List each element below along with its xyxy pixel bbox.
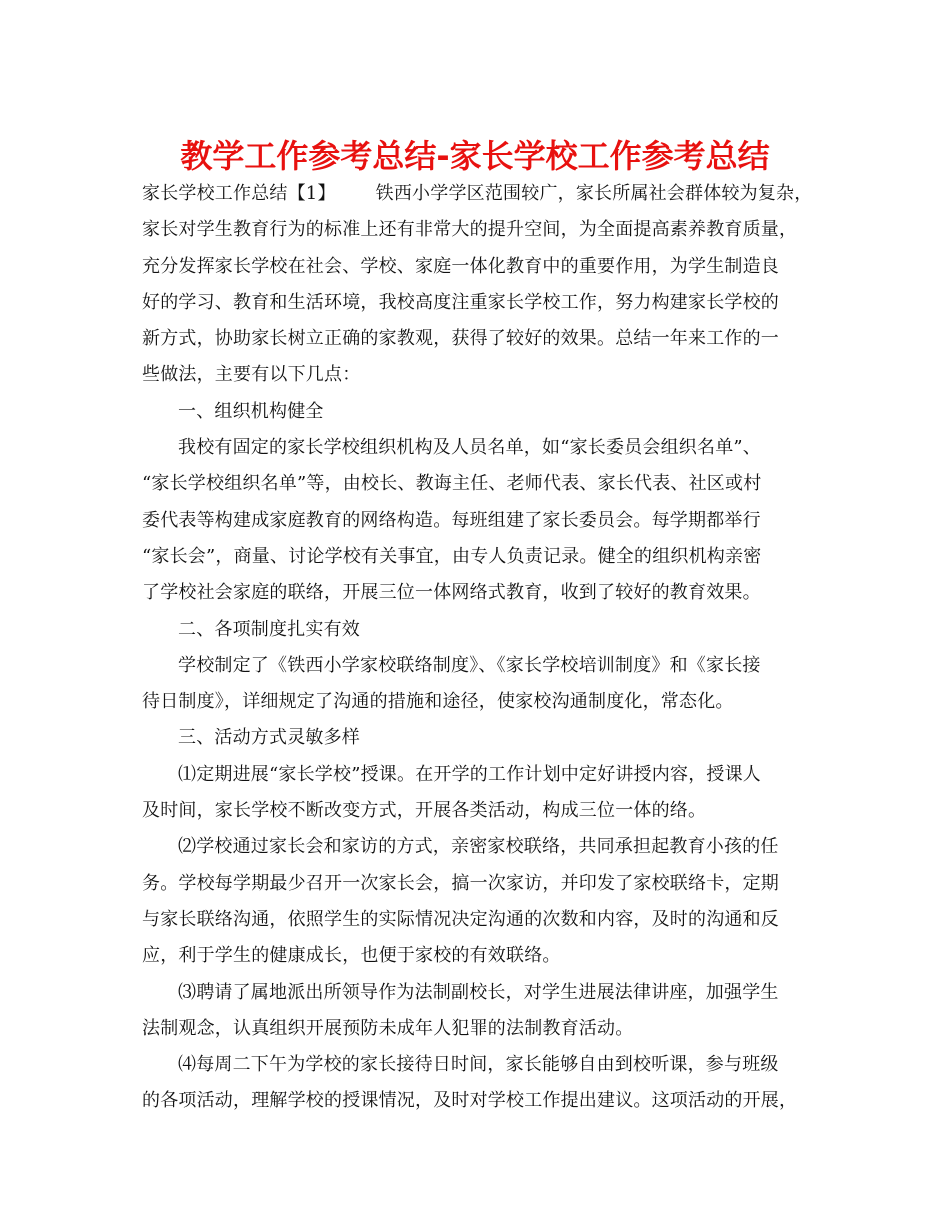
paragraph-line: 好的学习、教育和生活环境，我校高度注重家长学校工作，努力构建家长学校的 — [142, 291, 779, 313]
document-title: 教学工作参考总结-家长学校工作参考总结 — [180, 137, 770, 175]
paragraph-line: 及时间，家长学校不断改变方式，开展各类活动，构成三位一体的络。 — [142, 800, 707, 822]
paragraph-line: ⑶聘请了属地派出所领导作为法制副校长，对学生进展法律讲座，加强学生 — [178, 981, 779, 1003]
paragraph-line: 务。学校每学期最少召开一次家长会，搞一次家访，并印发了家校联络卡，定期 — [142, 872, 779, 894]
paragraph-line: 委代表等构建成家庭教育的网络构造。每班组建了家长委员会。每学期都举行 — [142, 509, 761, 531]
paragraph-line: ⑷每周二下午为学校的家长接待日时间，家长能够自由到校听课，参与班级 — [178, 1054, 779, 1076]
paragraph-line: 了学校社会家庭的联络，开展三位一体网络式教育，收到了较好的教育效果。 — [142, 582, 761, 604]
section-label: 家长学校工作总结【1】 — [142, 183, 336, 204]
paragraph-line: 应，利于学生的健康成长，也便于家校的有效联络。 — [142, 945, 561, 967]
section-heading-3: 三、活动方式灵敏多样 — [178, 727, 360, 749]
paragraph-line-1 — [142, 176, 812, 212]
paragraph-line: 的各项活动，理解学校的授课情况，及时对学校工作提出建议。这项活动的开展， — [142, 1090, 798, 1112]
paragraph-line-text: 铁西小学学区范围较广，家长所属社会群体较为复杂， — [375, 183, 813, 204]
section-heading-2: 二、各项制度扎实有效 — [178, 618, 360, 640]
section-heading-1: 一、组织机构健全 — [178, 400, 324, 422]
paragraph-line: 新方式，协助家长树立正确的家教观，获得了较好的效果。总结一年来工作的一 — [142, 328, 779, 350]
paragraph-line: 家长对学生教育行为的标准上还有非常大的提升空间，为全面提高素养教育质量， — [142, 219, 798, 241]
paragraph-line: “家长会”，商量、讨论学校有关事宜，由专人负责记录。健全的组织机构亲密 — [142, 545, 762, 567]
paragraph-line: 与家长联络沟通，依照学生的实际情况决定沟通的次数和内容，及时的沟通和反 — [142, 908, 779, 930]
paragraph-line: 我校有固定的家长学校组织机构及人员名单，如“家长委员会组织名单”、 — [178, 437, 762, 459]
paragraph-line: ⑵学校通过家长会和家访的方式，亲密家校联络，共同承担起教育小孩的任 — [178, 836, 779, 858]
paragraph-line: 充分发挥家长学校在社会、学校、家庭一体化教育中的重要作用，为学生制造良 — [142, 255, 779, 277]
paragraph-line: 待日制度》，详细规定了沟通的措施和途径，使家校沟通制度化，常态化。 — [142, 691, 734, 713]
paragraph-line: “家长学校组织名单”等，由校长、教诲主任、老师代表、家长代表、社区或村 — [142, 473, 762, 495]
paragraph-line: ⑴定期进展“家长学校”授课。在开学的工作计划中定好讲授内容，授课人 — [178, 763, 762, 785]
paragraph-line: 些做法，主要有以下几点： — [142, 364, 361, 386]
paragraph-line: 学校制定了《铁西小学家校联络制度》、《家长学校培训制度》和《家长接 — [178, 654, 761, 676]
document-body — [142, 176, 812, 1120]
paragraph-line: 法制观念，认真组织开展预防未成年人犯罪的法制教育活动。 — [142, 1017, 634, 1039]
